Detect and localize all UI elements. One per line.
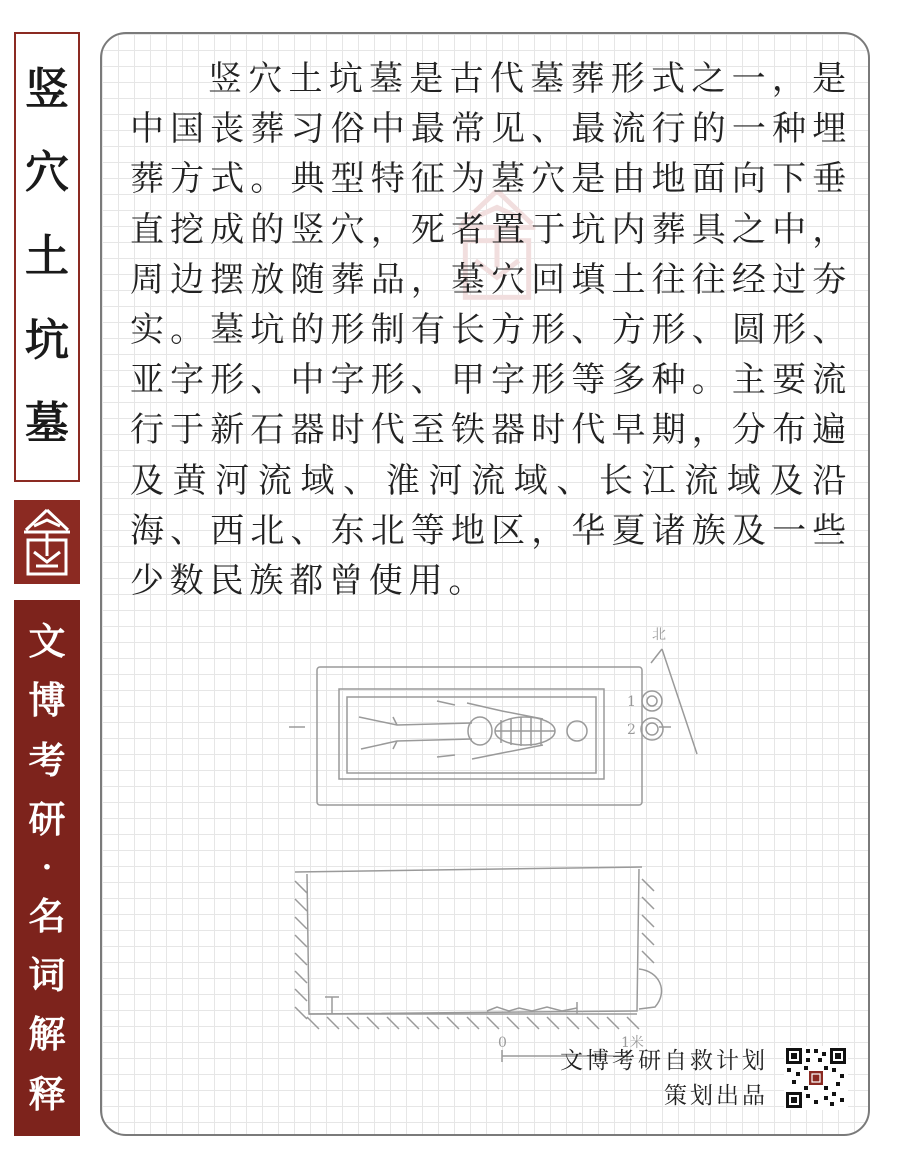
- credit-line-1: 文博考研自救计划: [560, 1048, 768, 1074]
- banner-char: 研: [28, 798, 66, 842]
- scale-start-label: 0: [498, 1035, 507, 1051]
- banner-char: 名: [28, 894, 66, 938]
- title-char: 坑: [25, 314, 69, 366]
- banner-char: 释: [28, 1072, 66, 1116]
- banner-char: 博: [28, 679, 66, 723]
- credit-line-2: 策划出品: [664, 1083, 768, 1109]
- item-label-1: 1: [627, 694, 636, 710]
- body-paragraph: 竖穴土坑墓是古代墓葬形式之一，是中国丧葬习俗中最常见、最流行的一种埋葬方式。典型特征为墓穴是由地面向下垂直挖成的竖穴，死者置于坑内葬具之中，周边摆放随葬品，墓穴回填土往往经过夯实。墓坑的形制有长方形、方形、圆形、亚字形、中字形、甲字形等多种。主要流行于新石器时代至铁器时代早期，分布遍及黄河流域、淮河流域、长江流域及沿海、西北、东北等地区，华夏诸族及一些少数民族都曾使用。: [130, 59, 852, 602]
- series-banner: [14, 600, 80, 1136]
- banner-separator: ·: [41, 850, 53, 886]
- item-label-2: 2: [627, 722, 636, 738]
- north-label: 北: [652, 627, 666, 643]
- qr-code-icon[interactable]: [784, 1046, 848, 1110]
- title-char: 穴: [25, 147, 69, 199]
- title-char: 竖: [25, 63, 69, 115]
- seal-mark: [14, 500, 80, 584]
- banner-char: 考: [28, 738, 66, 782]
- banner-char: 解: [28, 1013, 66, 1057]
- tomb-plan-section-drawing: [287, 619, 727, 1089]
- title-char: 墓: [25, 398, 69, 450]
- title-char: 土: [25, 230, 69, 282]
- title-box: [14, 32, 80, 482]
- credit-block: [560, 1044, 768, 1114]
- scale-end-label: 1米: [621, 1035, 644, 1051]
- seal-icon: [14, 500, 80, 584]
- banner-char: 文: [28, 620, 66, 664]
- banner-char: 词: [28, 954, 66, 998]
- paper-panel: [100, 32, 870, 1136]
